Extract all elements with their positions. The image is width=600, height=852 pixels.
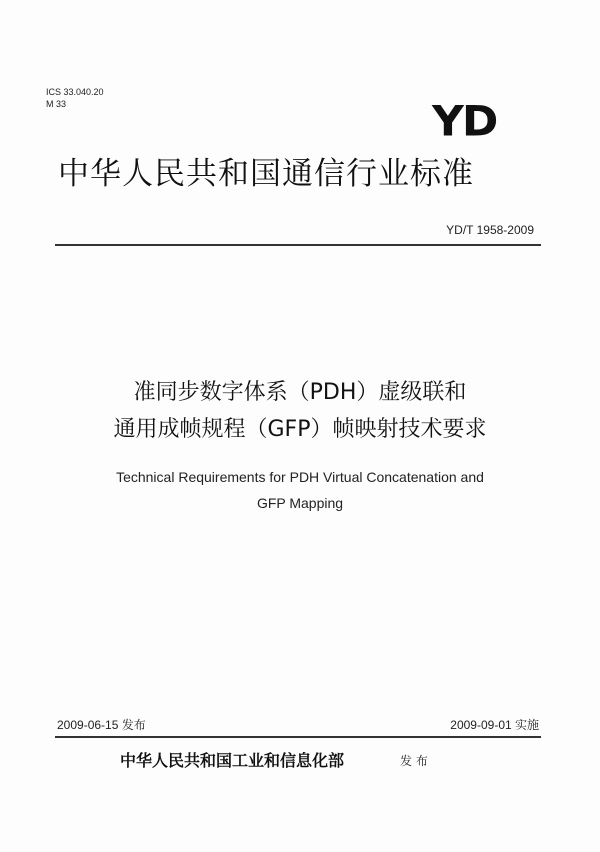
implement-date: 2009-09-01 实施 <box>450 718 539 732</box>
classification-codes <box>46 86 104 110</box>
chinese-title-line-2: 通用成帧规程（GFP）帧映射技术要求 <box>113 417 487 442</box>
ics-code: ICS 33.040.20 <box>46 87 104 97</box>
standard-title: 中华人民共和国通信行业标准 <box>58 156 474 192</box>
bottom-divider <box>55 736 541 738</box>
publish-date: 2009-06-15 发布 <box>57 718 146 732</box>
standard-number: YD/T 1958-2009 <box>446 223 534 237</box>
english-title-line-1: Technical Requirements for PDH Virtual Concatenation and <box>116 469 484 485</box>
top-divider <box>55 244 541 246</box>
category-code: M 33 <box>46 99 67 109</box>
issuing-authority: 中华人民共和国工业和信息化部 <box>120 751 345 770</box>
chinese-title <box>0 374 600 448</box>
yd-logo: YD <box>432 97 497 146</box>
english-title-line-2: GFP Mapping <box>256 495 344 511</box>
english-title <box>0 464 600 516</box>
chinese-title-line-1: 准同步数字体系（PDH）虚级联和 <box>133 380 467 405</box>
issuing-label: 发 布 <box>400 754 428 768</box>
